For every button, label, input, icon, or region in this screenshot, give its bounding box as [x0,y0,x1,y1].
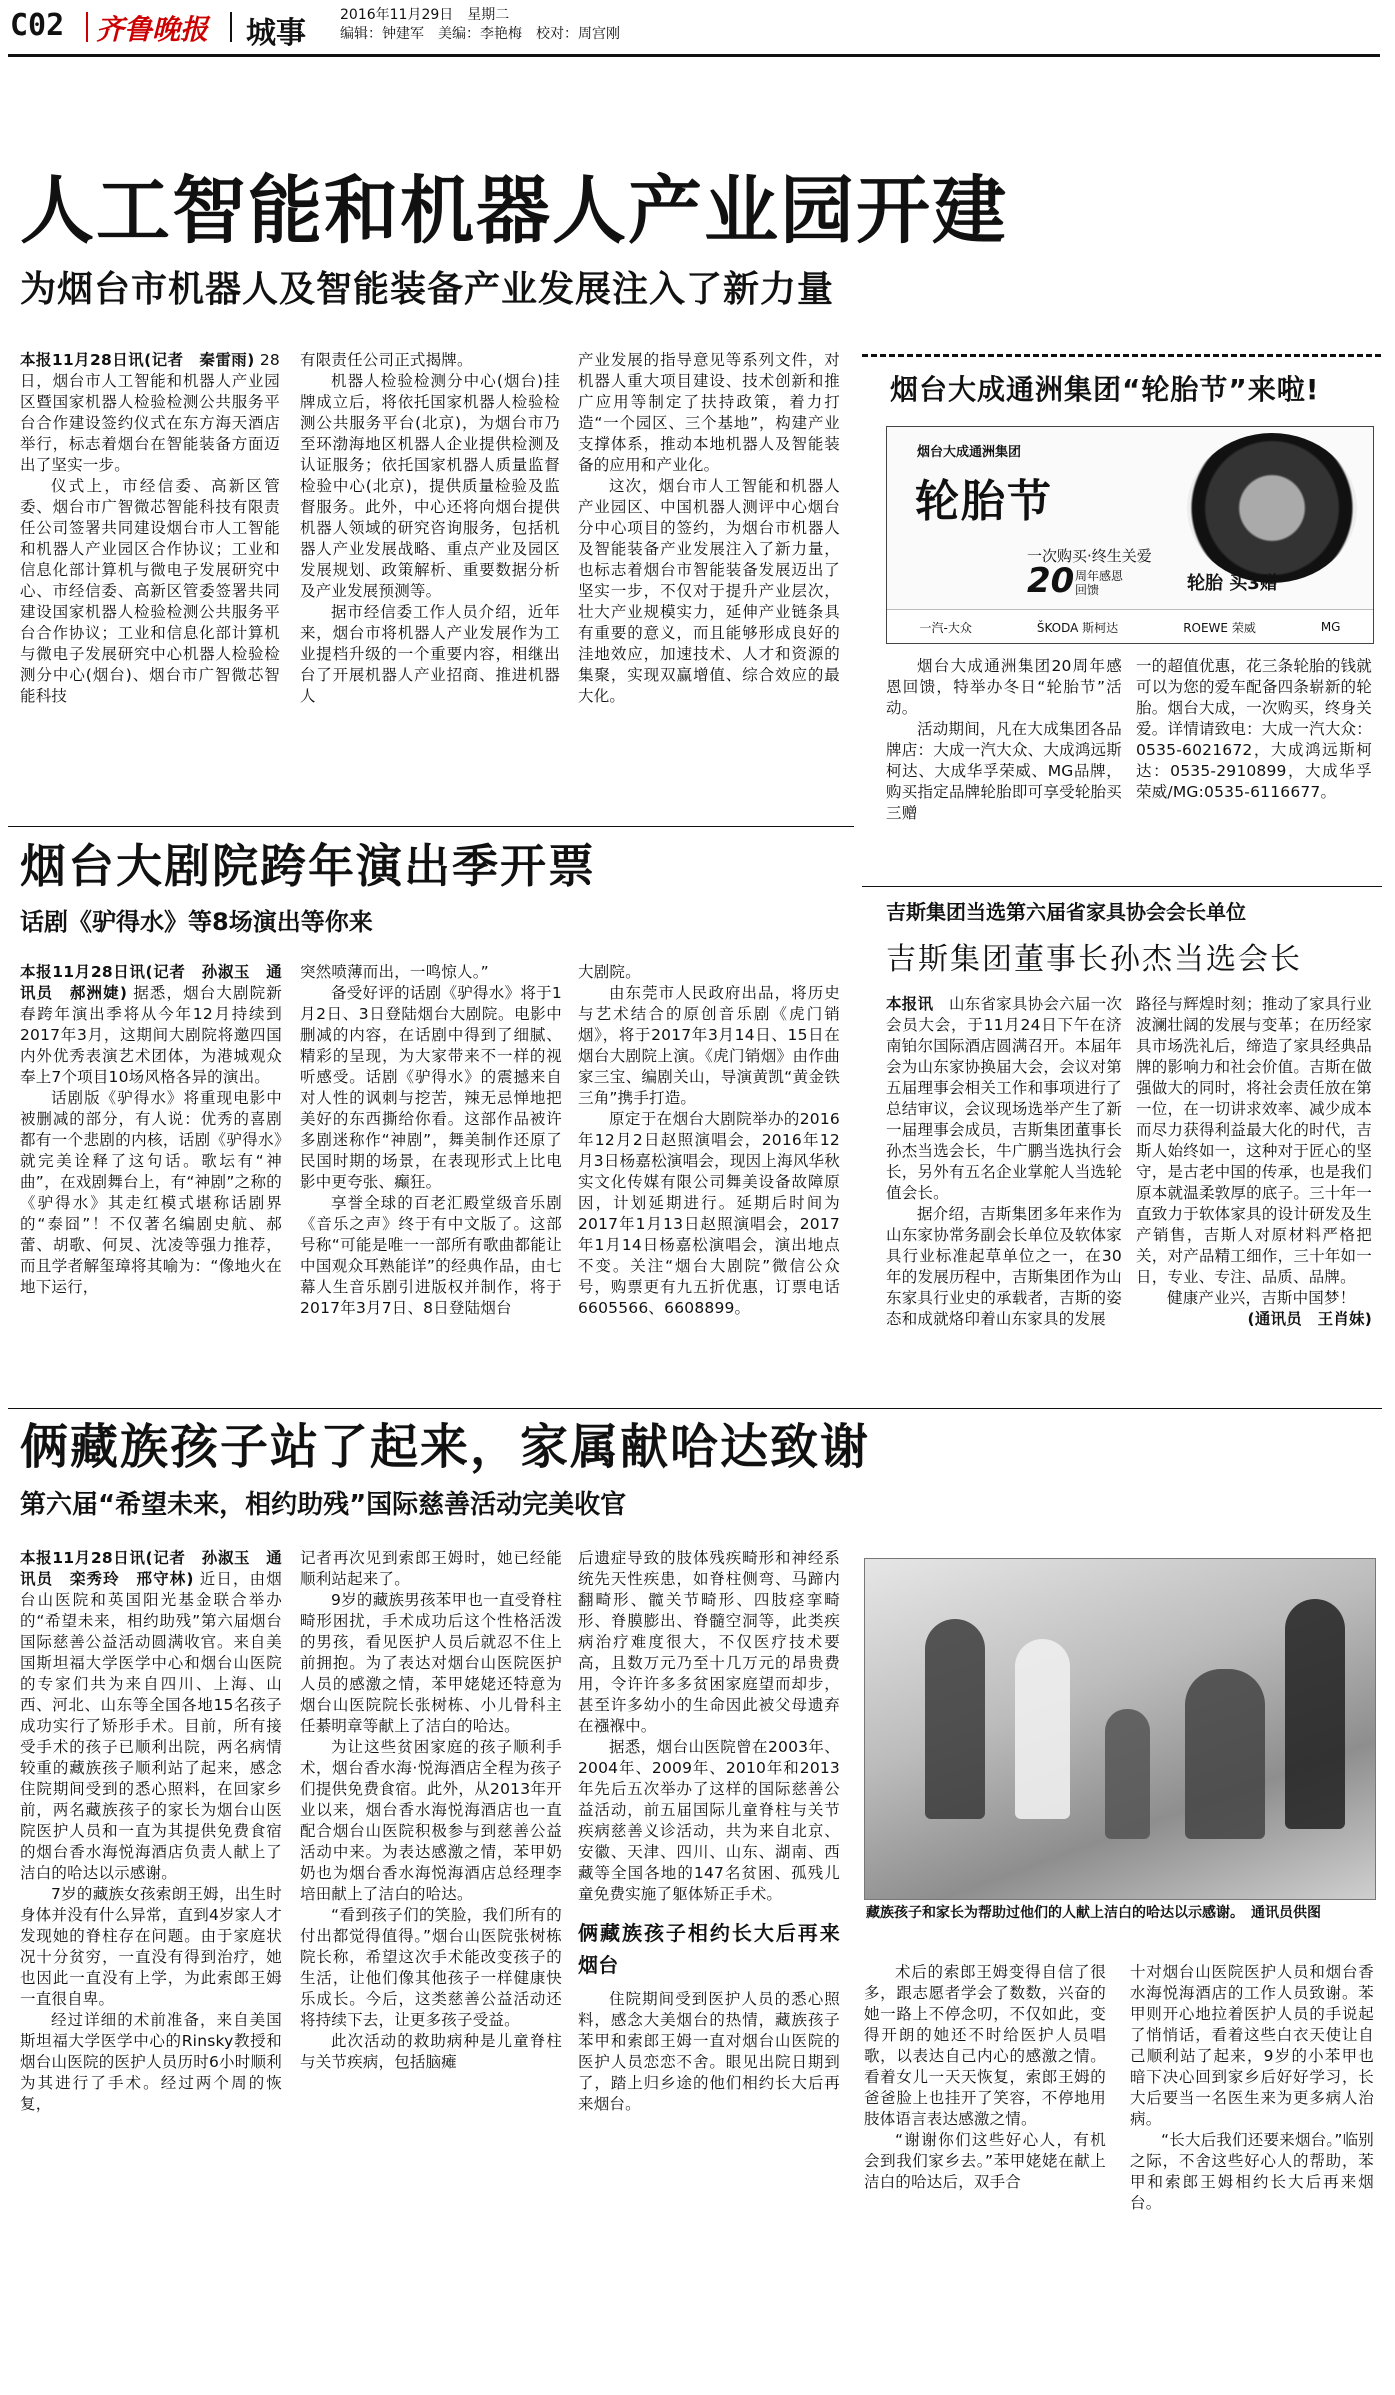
lead-paragraph: 据市经信委工作人员介绍，近年来，烟台市将机器人产业发展作为工业提档升级的一个重要内容，相继出台了开展机器人产业招商、推进机器人 [300,603,560,705]
brand-logo: 一汽-大众 [919,620,972,635]
photo-person [1285,1599,1345,1829]
tibet-paragraph: 为让这些贫困家庭的孩子顺利手术，烟台香水海·悦海酒店全程为孩子们提供免费食宿。此外，从2013年开业以来，烟台香水海悦海酒店也一直配合烟台山医院积极参与到慈善公益活动中来。为表达感激之情，苯甲奶奶也为烟台香水海悦海酒店总经理李培田献上了洁白的哈达。 [300,1738,562,1903]
issue-weekday: 星期二 [467,7,510,23]
ad-paragraph: 一的超值优惠，花三条轮胎的钱就可以为您的爱车配备四条崭新的轮胎。烟台大成，一次购买，终身关爱。详情请致电：大成一汽大众：0535-6021672，大成鸿远斯柯达：0535-2910899，大成华孚荣威/MG:0535-6116677。 [1136,657,1372,801]
brand-logo: MG [1320,620,1341,634]
theatre-paragraph: 由东莞市人民政府出品，将历史与艺术结合的原创音乐剧《虎门销烟》，将于2017年3月14日、15日在烟台大剧院上演。《虎门销烟》由作曲家三宝、编剧关山，导演黄凯“黄金铁三角”携手打造。 [578,984,840,1107]
tibet-paragraph: 十对烟台山医院医护人员和烟台香水海悦海酒店的工作人员致谢。苯甲则开心地拉着医护人员的手说起了悄悄话，看着这些白衣天使让自己顺利站了起来，9岁的小苯甲也暗下决心回到家乡后好好学习，长大后要当一名医生来为更多病人治病。 [1130,1963,1374,2128]
jisi-byline: 本报讯 [886,995,934,1013]
ad-paragraph: 烟台大成通洲集团20周年感恩回馈，特举办冬日“轮胎节”活动。 [886,657,1122,717]
lead-byline: 本报11月28日讯(记者 秦雷雨) [20,351,255,369]
theatre-paragraph: 原定于在烟台大剧院举办的2016年12月2日赵照演唱会，2016年12月3日杨嘉松演唱会，现因上海风华秋实文化传媒有限公司舞美设备故障原因，计划延期进行。延期后时间为2017年1月13日赵照演唱会，2017年1月14日杨嘉松演唱会，演出地点不变。关注“烟台大剧院”微信公众号，购票更有九五折优惠，订票电话6605566、6608899。 [578,1110,840,1317]
tibet-subheadline: 第六届“希望未来，相约助残”国际慈善活动完美收官 [20,1490,627,1520]
ad-offer-2: 买3赠 [1229,573,1278,594]
tibet-paragraph: 7岁的藏族女孩索朗王姆，出生时身体并没有什么异常，直到4岁家人才发现她的脊柱存在问题。由于家庭状况十分贫穷，一直没有得到治疗，她也因此一直没有上学，为此索郎王姆一直很自卑。 [20,1885,282,2008]
lead-paragraph: 产业发展的指导意见等系列文件，对机器人重大项目建设、技术创新和推广应用等制定了扶持政策，着力打造“一个园区、三个基地”，构建产业支撑体系，推动本地机器人及智能装备的应用和产业化。 [578,351,840,474]
tire-image [1187,433,1357,583]
lead-subheadline: 为烟台市机器人及智能装备产业发展注入了新力量 [20,269,835,310]
issue-date: 2016年11月29日 [340,7,454,23]
ad-banner-title: 轮胎节 [915,476,1053,527]
theatre-column-3 [578,962,840,1400]
tibet-column-1 [20,1548,282,2388]
theatre-paragraph: 备受好评的话剧《驴得水》将于1月2日、3日登陆烟台大剧院。电影中删减的内容，在话剧中得到了细腻、精彩的呈现，为大家带来不一样的视听感受。话剧《驴得水》的震撼来自对人性的讽刺与挖苦，辣无忌惮地把美好的东西撕给你看。这部作品被许多剧迷称作“神剧”，舞美制作还原了民国时期的场景，在表现形式上比电影中更夸张、癫狂。 [300,984,562,1191]
photo-person [925,1619,985,1819]
ad-offer-1: 轮胎 [1187,573,1223,594]
ad-column-1 [886,656,1122,876]
lead-column-2 [300,350,560,820]
tibet-paragraph: 经过详细的术前准备，来自美国斯坦福大学医学中心的Rinsky教授和烟台山医院的医护人员历时6小时顺利为其进行了手术。经过两个周的恢复， [20,2011,282,2113]
lead-column-3 [578,350,840,820]
jisi-kicker: 吉斯集团当选第六届省家具协会会长单位 [886,900,1246,924]
tibet-paragraph: 后遗症导致的肢体残疾畸形和神经系统先天性疾患，如脊柱侧弯、马蹄内翻畸形、髋关节畸形、四肢痉挛畸形、脊膜膨出、脊髓空洞等，此类疾病治疗难度很大，不仅医疗技术要高，且数万元乃至十几万元的昂贵费用，令许许多多贫困家庭望而却步，甚至许多幼小的生命因此被父母遗弃在襁褓中。 [578,1549,840,1735]
tibet-paragraph: 据悉，烟台山医院曾在2003年、2004年、2009年、2010年和2013年先后五次举办了这样的国际慈善公益活动，前五届国际儿童脊柱与关节疾病慈善义诊活动，共为来自北京、安徽、天津、四川、山东、湖南、西藏等全国各地的147名贫困、孤残儿童免费实施了躯体矫正手术。 [578,1738,840,1903]
brand-logo: ROEWE 荣威 [1183,620,1256,635]
tibet-paragraph: 此次活动的救助病种是儿童脊柱与关节疾病，包括脑瘫 [300,2032,562,2071]
page-number: C02 [10,8,65,43]
ad-headline: 烟台大成通洲集团“轮胎节”来啦! [890,373,1320,406]
tibet-paragraph: “谢谢你们这些好心人，有机会到我们家乡去。”苯甲姥姥在献上洁白的哈达后，双手合 [864,2131,1106,2191]
jisi-paragraph: 路径与辉煌时刻；推动了家具行业波澜壮阔的发展与变革；在历经家具市场洗礼后，缔造了家具经典品牌的影响力和社会价值。吉斯在做强做大的同时，将社会责任放在第一位，在一切讲求效率、减少成本而尽力获得利益最大化的时代，吉斯人始终如一，这种对于匠心的坚守，是古老中国的传承，也是我们原本就温柔敦厚的底子。三十年一直致力于软体家具的设计研发及生产销售，吉斯人对原材料严格把关，对产品精工细作，三十年如一日，专业、专注、品质、品牌。 [1136,995,1372,1286]
tibet-column-3 [578,1548,840,2388]
jisi-top-rule [862,886,1382,887]
tibet-column-4 [864,1962,1106,2388]
theatre-headline: 烟台大剧院跨年演出季开票 [20,839,596,893]
jisi-paragraph: 健康产业兴，吉斯中国梦！ [1167,1289,1356,1307]
theatre-column-1 [20,962,282,1400]
jisi-column-1 [886,994,1122,1400]
tibet-photo-caption: 藏族孩子和家长为帮助过他们的人献上洁白的哈达以示感谢。 通讯员供图 [866,1905,1321,1921]
header-divider-2 [230,12,232,42]
proofreader-credit: 校对：周宫刚 [536,26,620,42]
ad-banner-years: 20 [1027,561,1075,601]
ad-top-rule [862,354,1382,357]
brand-logo: ŠKODA 斯柯达 [1036,620,1119,635]
tibet-photo [864,1558,1376,1900]
ad-paragraph: 活动期间，凡在大成集团各品牌店：大成一汽大众、大成鸿远斯柯达、大成华孚荣威、MG品牌，购买指定品牌轮胎即可享受轮胎买三赠 [886,720,1122,822]
tibet-paragraph: 住院期间受到医护人员的悉心照料，感念大美烟台的热情，藏族孩子苯甲和索郎王姆一直对烟台山医院的医护人员恋恋不舍。眼见出院日期到了，踏上归乡途的他们相约长大后再来烟台。 [578,1990,840,2113]
tibet-subhead: 俩藏族孩子相约长大后再来烟台 [578,1921,840,1977]
section-name: 城事 [246,16,306,51]
theatre-paragraph: 据悉，烟台大剧院新春跨年演出季将从今年12月持续到2017年3月，这期间大剧院将邀四国内外优秀表演艺术团体，为港城观众奉上7个项目10场风格各异的演出。 [20,984,282,1086]
tibet-column-5 [1130,1962,1374,2388]
editor-credit: 编辑：钟建军 [340,26,424,42]
lead-paragraph: 有限责任公司正式揭牌。 [300,351,473,369]
tibet-paragraph: “看到孩子们的笑脸，我们所有的付出都觉得值得。”烟台山医院张树栋院长称，希望这次手术能改变孩子的生活，让他们像其他孩子一样健康快乐成长。今后，这类慈善公益活动还将持续下去，让更多孩子受益。 [300,1906,562,2029]
ad-banner [886,426,1374,644]
lead-paragraph: 这次，烟台市人工智能和机器人产业园区、中国机器人测评中心烟台分中心项目的签约，为烟台市机器人及智能装备产业发展注入了新力量，也标志着烟台市智能装备发展迈出了坚实一步，不仅对于提升产业层次，壮大产业规模实力，延伸产业链条具有重要的意义，而且能够形成良好的洼地效应，加速技术、人才和资源的集聚，实现双赢增值、综合效应的最大化。 [578,477,840,705]
tibet-paragraph: 近日，由烟台山医院和英国阳光基金联合举办的“希望未来，相约助残”第六届烟台国际慈善公益活动圆满收官。来自美国斯坦福大学医学中心和烟台山医院的专家们共为来自四川、上海、山西、河北、山东等全国各地15名孩子成功实行了矫形手术。目前，所有接受手术的孩子已顺利出院，两名病情较重的藏族孩子顺利站了起来，感念住院期间受到的悉心照料，在回家乡前，两名藏族孩子的家长为烟台山医院医护人员和一直为其提供免费食宿的烟台香水海悦海酒店负责人献上了洁白的哈达以示感谢。 [20,1570,282,1882]
photo-person [1105,1709,1150,1839]
lead-headline: 人工智能和机器人产业园开建 [20,168,1008,254]
tibet-column-2 [300,1548,562,2388]
paper-logo: 齐鲁晚报 [96,13,209,46]
art-editor-credit: 美编：李艳梅 [438,26,522,42]
lead-column-1 [20,350,280,820]
jisi-column-2 [1136,994,1372,1400]
jisi-credit: (通讯员 王肖妹) [1247,1310,1372,1328]
ad-banner-years-text: 周年感恩回馈 [1075,569,1124,597]
photo-person [1185,1669,1265,1839]
lead-paragraph: 28日，烟台市人工智能和机器人产业园区暨国家机器人检验检测公共服务平台合作建设签约仪式在东方海天酒店举行，标志着烟台在智能装备方面迈出了坚实一步。 [20,351,280,474]
tibet-headline: 俩藏族孩子站了起来，家属献哈达致谢 [20,1419,871,1475]
ad-column-2 [1136,656,1372,876]
header-divider [86,12,88,42]
ad-banner-slogan: 一次购买·终生关爱 [1027,547,1152,565]
lead-paragraph: 仪式上，市经信委、高新区管委、烟台市广智微芯智能科技有限责任公司签署共同建设烟台市人工智能和机器人产业园区合作协议；工业和信息化部计算机与微电子发展研究中心、市经信委、高新区管委签署共同建设国家机器人检验检测公共服务平台合作协议；工业和信息化部计算机与微电子发展研究中心机器人检验检测分中心(烟台)、烟台市广智微芯智能科技 [20,477,280,705]
ad-banner-offer [1187,569,1278,595]
photo-person [1015,1639,1070,1819]
brand-strip [887,609,1373,644]
tibet-byline: 本报11月28日讯(记者 孙淑玉 通讯员 栾秀玲 邢守林) [20,1549,282,1588]
jisi-paragraph: 山东省家具协会六届一次会员大会，于11月24日下午在济南铂尔国际酒店圆满召开。本届年会为山东家协换届大会，会议对第五届理事会相关工作和事项进行了总结审议，会议现场选举产生了新一届理事会成员，吉斯集团董事长孙杰当选会长，牛广鹏当选执行会长，另外有五名企业掌舵人当选轮值会长。 [886,995,1123,1202]
lead-paragraph: 机器人检验检测分中心(烟台)挂牌成立后，将依托国家机器人检验检测公共服务平台(北京)，为烟台市乃至环渤海地区机器人企业提供检测及认证服务；依托国家机器人质量监督检验中心(北京)，提供质量检验及监督服务。此外，中心还将向烟台提供机器人领域的研究咨询服务，包括机器人产业发展战略、重点产业及园区发展规划、政策解析、重要数据分析及产业发展预测等。 [300,372,560,600]
jisi-paragraph: 据介绍，吉斯集团多年来作为山东家协常务副会长单位及软体家具行业标准起草单位之一，在30年的发展历程中，吉斯集团作为山东家具行业史的承载者，吉斯的姿态和成就烙印着山东家具的发展 [886,1205,1122,1328]
tibet-paragraph: “长大后我们还要来烟台。”临别之际，不舍这些好心人的帮助，苯甲和索郎王姆相约长大后再来烟台。 [1130,2131,1374,2212]
header-rule [8,54,1380,57]
tibet-paragraph: 记者再次见到索郎王姆时，她已经能顺利站起来了。 [300,1549,562,1588]
header-meta [340,6,700,44]
theatre-paragraph: 话剧版《驴得水》将重现电影中被删减的部分，有人说：优秀的喜剧都有一个悲剧的内核，话剧《驴得水》就完美诠释了这句话。歌坛有“神曲”，在戏剧舞台上，有“神剧”之称的《驴得水》其走红模式堪称话剧界的“泰囧”！不仅著名编剧史航、郝蕾、胡歌、何炅、沈凌等强力推荐，而且学者解玺璋将其喻为：“像地火在地下运行， [20,1089,282,1296]
theatre-paragraph: 突然喷薄而出，一鸣惊人。” [300,963,489,981]
theatre-paragraph: 大剧院。 [578,963,641,981]
tibet-paragraph: 术后的索郎王姆变得自信了很多，跟志愿者学会了数数，兴奋的她一路上不停念叨，不仅如此，变得开朗的她还不时给医护人员唱歌，以表达自己内心的感激之情。看着女儿一天天恢复，索郎王姆的爸爸脸上也挂开了笑容，不停地用肢体语言表达感激之情。 [864,1963,1106,2128]
theatre-byline: 本报11月28日讯(记者 孙淑玉 通讯员 郝洲婕) [20,963,282,1002]
ad-banner-company: 烟台大成通洲集团 [917,445,1022,460]
section-rule [8,1408,1382,1409]
section-rule [8,826,854,827]
theatre-subheadline: 话剧《驴得水》等8场演出等你来 [20,908,373,936]
theatre-paragraph: 享誉全球的百老汇殿堂级音乐剧《音乐之声》终于有中文版了。这部号称“可能是唯一一部所有歌曲都能让中国观众耳熟能详”的经典作品，由七幕人生音乐剧引进版权并制作，将于2017年3月7日、8日登陆烟台 [300,1194,562,1317]
tibet-paragraph: 9岁的藏族男孩苯甲也一直受脊柱畸形困扰，手术成功后这个性格活泼的男孩，看见医护人员后就忍不住上前拥抱。为了表达对烟台山医院医护人员的感激之情，苯甲姥姥还特意为烟台山医院院长张树栋、小儿骨科主任綦明章等献上了洁白的哈达。 [300,1591,562,1735]
theatre-column-2 [300,962,562,1400]
jisi-headline: 吉斯集团董事长孙杰当选会长 [886,942,1302,977]
